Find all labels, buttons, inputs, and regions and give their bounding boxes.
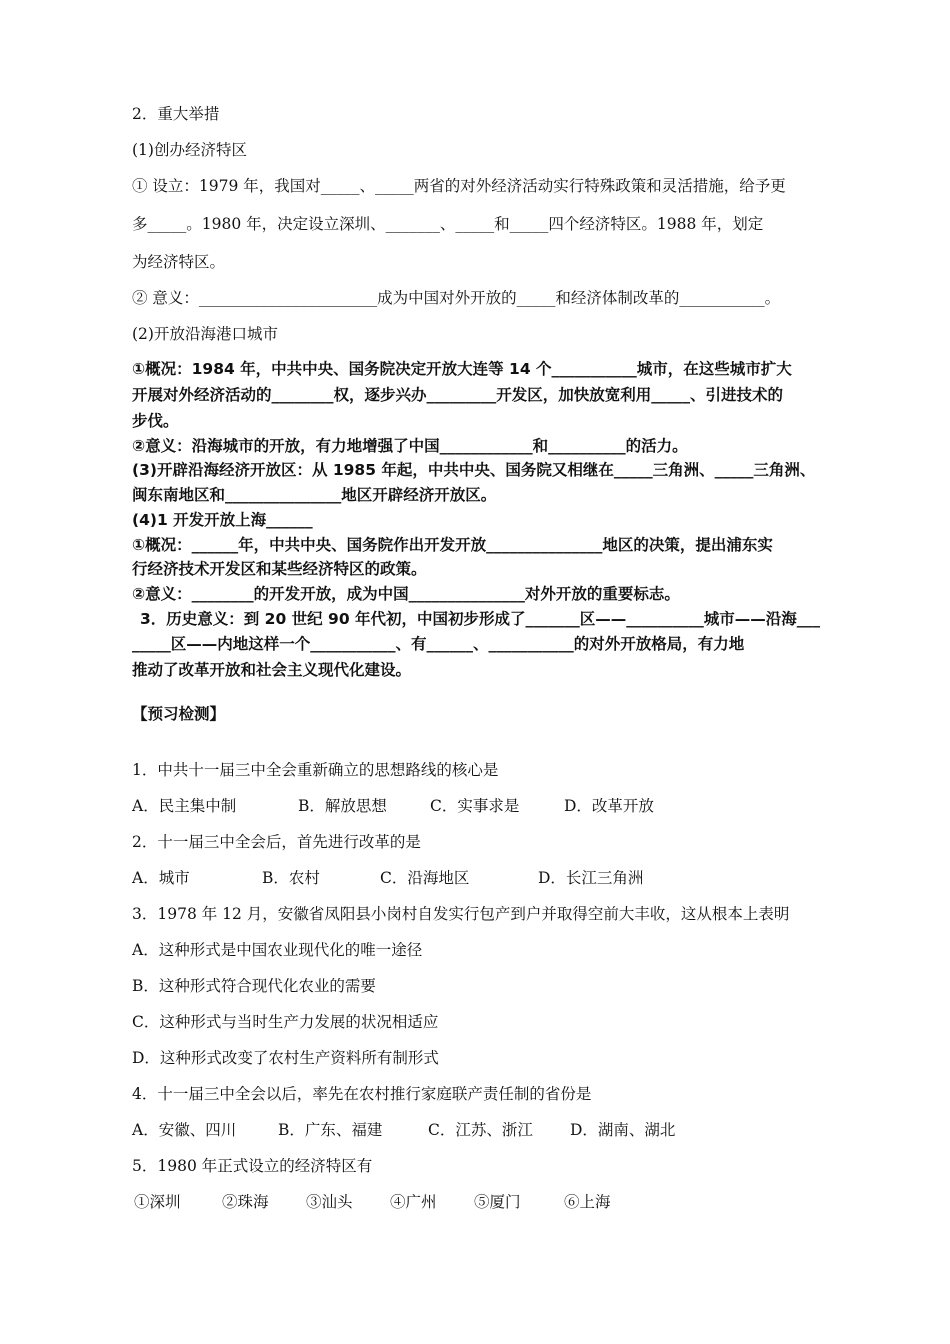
section-2-3-line-2: 闽东南地区和_______________地区开辟经济开放区。 [132,486,497,504]
question-1-option-d: D．改革开放 [564,797,654,815]
question-1-option-b: B．解放思想 [298,797,387,815]
question-3-option-d: D．这种形式改变了农村生产资料所有制形式 [132,1049,439,1067]
section-2-1-setup-line-3: 为经济特区。 [132,253,226,271]
question-3-option-c: C．这种形式与当时生产力发展的状况相适应 [132,1013,439,1031]
section-2-4-title: (4)1 开发开放上海______ [132,511,313,529]
section-2-1-setup-line-2: 多_____。1980 年，决定设立深圳、_______、_____和_____四个经济特区。1988 年，划定 [132,215,764,233]
section-3-line-1: 3．历史意义：到 20 世纪 90 年代初，中国初步形成了_______区——__________城市——沿海___ [140,610,821,628]
question-4-stem: 4．十一届三中全会以后，率先在农村推行家庭联产责任制的省份是 [132,1085,592,1103]
question-2-option-b: B．农村 [262,869,320,887]
question-1-option-a: A．民主集中制 [132,797,237,815]
section-2-2-overview-line-3: 步伐。 [132,412,179,430]
section-2-2-overview-line-1: ①概况：1984 年，中共中央、国务院决定开放大连等 14 个___________城市，在这些城市扩大 [132,360,792,378]
question-2-stem: 2．十一届三中全会后，首先进行改革的是 [132,833,421,851]
question-5-stem: 5．1980 年正式设立的经济特区有 [132,1157,373,1175]
section-2-2-meaning: ②意义：沿海城市的开放，有力地增强了中国____________和__________的活力。 [132,437,688,455]
question-4-option-c: C．江苏、浙江 [428,1121,533,1139]
question-5-option-1: ①深圳 [134,1193,181,1211]
question-5-option-2: ②珠海 [222,1193,269,1211]
section-2-1-title: (1)创办经济特区 [132,141,247,159]
question-3-option-a: A．这种形式是中国农业现代化的唯一途径 [132,941,423,959]
question-5-option-4: ④广州 [390,1193,437,1211]
question-2-option-d: D．长江三角洲 [538,869,644,887]
question-2-option-a: A．城市 [132,869,190,887]
question-4-option-b: B．广东、福建 [278,1121,383,1139]
preview-heading: 【预习检测】 [132,705,226,723]
section-2-1-setup-line-1: ① 设立：1979 年，我国对_____、_____两省的对外经济活动实行特殊政策和灵活措施，给予更 [132,177,786,195]
section-2-2-overview-line-2: 开展对外经济活动的________权，逐步兴办_________开发区，加快放宽利用_____、引进技术的 [132,386,784,404]
question-3-stem: 3．1978 年 12 月，安徽省凤阳县小岗村自发实行包产到户并取得空前大丰收，这从根本上表明 [132,905,790,923]
section-2-4-overview-line-2: 行经济技术开发区和某些经济特区的政策。 [132,560,427,578]
question-1-stem: 1．中共十一届三中全会重新确立的思想路线的核心是 [132,761,499,779]
section-2-1-meaning: ② 意义：_______________________成为中国对外开放的_____和经济体制改革的___________。 [132,289,781,307]
question-4-option-a: A．安徽、四川 [132,1121,237,1139]
question-3-option-b: B．这种形式符合现代化农业的需要 [132,977,376,995]
question-4-option-d: D．湖南、湖北 [570,1121,676,1139]
section-2-2-title: (2)开放沿海港口城市 [132,325,278,343]
section-3-line-2: _____区——内地这样一个___________、有______、___________的对外开放格局，有力地 [132,635,745,653]
section-3-line-3: 推动了改革开放和社会主义现代化建设。 [132,661,412,679]
section-2-3-line-1: (3)开辟沿海经济开放区：从 1985 年起，中共中央、国务院又相继在_____三角洲、_____三角洲、 [132,461,816,479]
section-2-4-meaning: ②意义：________的开发开放，成为中国_______________对外开放的重要标志。 [132,585,680,603]
section-2-4-overview-line-1: ①概况：______年，中共中央、国务院作出开发开放_______________地区的决策，提出浦东实 [132,536,773,554]
question-1-option-c: C．实事求是 [430,797,520,815]
question-5-option-3: ③汕头 [306,1193,353,1211]
question-2-option-c: C．沿海地区 [380,869,470,887]
question-5-option-5: ⑤厦门 [474,1193,521,1211]
question-5-option-6: ⑥上海 [564,1193,611,1211]
section-2-title: 2．重大举措 [132,105,220,123]
